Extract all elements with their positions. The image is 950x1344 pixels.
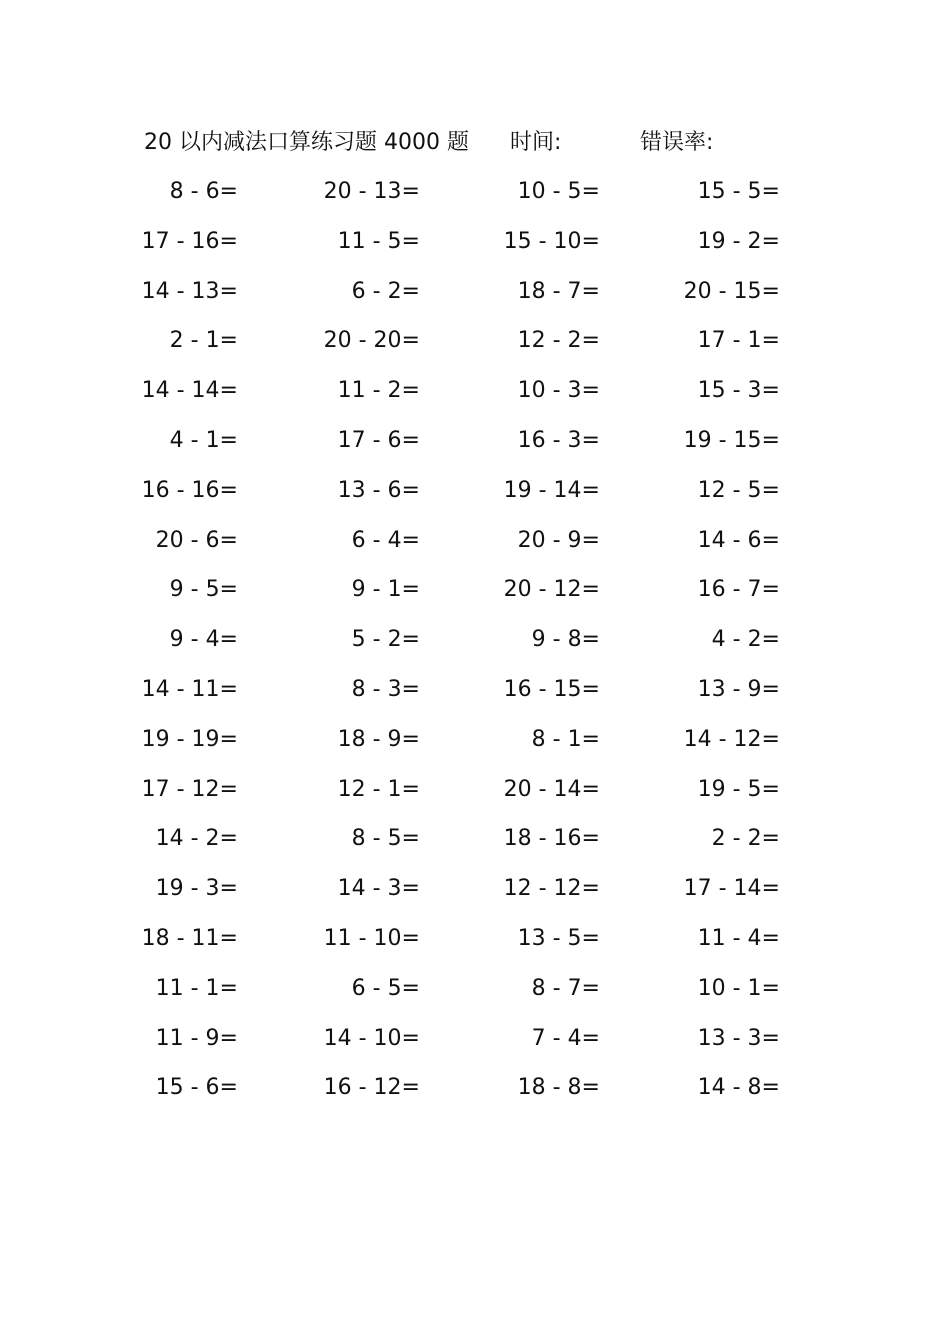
subtraction-problem: 19 - 15=: [683, 427, 780, 453]
problem-row: [100, 371, 820, 421]
subtraction-problem: 19 - 14=: [503, 477, 600, 503]
problem-row: [100, 1019, 820, 1069]
problem-row: [100, 869, 820, 919]
subtraction-problem: 20 - 13=: [323, 179, 420, 204]
problem-row: [100, 919, 820, 969]
subtraction-problem: 15 - 6=: [155, 1075, 238, 1101]
problem-row: [100, 819, 820, 869]
subtraction-problem: 4 - 2=: [711, 627, 780, 653]
time-label: 时间:: [510, 130, 562, 155]
subtraction-problem: 12 - 1=: [337, 776, 420, 802]
subtraction-problem: 20 - 14=: [503, 776, 600, 802]
subtraction-problem: 16 - 7=: [697, 577, 780, 603]
problem-row: [100, 321, 820, 371]
subtraction-problem: 5 - 2=: [351, 627, 420, 653]
problem-row: [100, 720, 820, 770]
subtraction-problem: 17 - 16=: [141, 228, 238, 254]
subtraction-problem: 4 - 1=: [169, 427, 238, 453]
subtraction-problem: 11 - 1=: [155, 975, 238, 1001]
subtraction-problem: 7 - 4=: [531, 1025, 600, 1051]
subtraction-problem: 19 - 5=: [697, 776, 780, 802]
subtraction-problem: 19 - 2=: [697, 228, 780, 254]
subtraction-problem: 9 - 5=: [169, 577, 238, 603]
problem-row: [100, 471, 820, 521]
subtraction-problem: 9 - 8=: [531, 627, 600, 653]
subtraction-problem: 20 - 15=: [683, 278, 780, 304]
subtraction-problem: 17 - 1=: [697, 328, 780, 354]
problem-row: [100, 272, 820, 322]
worksheet-title: 20 以内减法口算练习题 4000 题: [144, 130, 469, 155]
problem-grid: [100, 172, 820, 1118]
subtraction-problem: 18 - 11=: [141, 925, 238, 951]
subtraction-problem: 18 - 8=: [517, 1075, 600, 1101]
subtraction-problem: 15 - 10=: [503, 228, 600, 254]
subtraction-problem: 13 - 3=: [697, 1025, 780, 1051]
worksheet-header: [144, 126, 844, 160]
subtraction-problem: 10 - 5=: [517, 179, 600, 204]
subtraction-problem: 2 - 1=: [169, 328, 238, 354]
subtraction-problem: 11 - 9=: [155, 1025, 238, 1051]
subtraction-problem: 10 - 3=: [517, 378, 600, 404]
problem-row: [100, 620, 820, 670]
subtraction-problem: 14 - 2=: [155, 826, 238, 852]
subtraction-problem: 8 - 1=: [531, 726, 600, 752]
problem-row: [100, 172, 820, 222]
subtraction-problem: 14 - 3=: [337, 876, 420, 902]
subtraction-problem: 6 - 5=: [351, 975, 420, 1001]
subtraction-problem: 14 - 6=: [697, 527, 780, 553]
subtraction-problem: 10 - 1=: [697, 975, 780, 1001]
subtraction-problem: 6 - 2=: [351, 278, 420, 304]
subtraction-problem: 14 - 11=: [141, 676, 238, 702]
problem-row: [100, 1068, 820, 1118]
subtraction-problem: 20 - 9=: [517, 527, 600, 553]
subtraction-problem: 11 - 10=: [323, 925, 420, 951]
problem-row: [100, 421, 820, 471]
subtraction-problem: 11 - 5=: [337, 228, 420, 254]
subtraction-problem: 15 - 5=: [697, 179, 780, 204]
subtraction-problem: 9 - 4=: [169, 627, 238, 653]
subtraction-problem: 14 - 8=: [697, 1075, 780, 1101]
subtraction-problem: 9 - 1=: [351, 577, 420, 603]
subtraction-problem: 20 - 20=: [323, 328, 420, 354]
subtraction-problem: 8 - 6=: [169, 179, 238, 204]
subtraction-problem: 19 - 19=: [141, 726, 238, 752]
subtraction-problem: 16 - 3=: [517, 427, 600, 453]
subtraction-problem: 18 - 7=: [517, 278, 600, 304]
problem-row: [100, 969, 820, 1019]
problem-row: [100, 521, 820, 571]
subtraction-problem: 20 - 6=: [155, 527, 238, 553]
subtraction-problem: 8 - 5=: [351, 826, 420, 852]
subtraction-problem: 13 - 6=: [337, 477, 420, 503]
subtraction-problem: 6 - 4=: [351, 527, 420, 553]
subtraction-problem: 16 - 16=: [141, 477, 238, 503]
subtraction-problem: 12 - 12=: [503, 876, 600, 902]
subtraction-problem: 17 - 6=: [337, 427, 420, 453]
subtraction-problem: 14 - 12=: [683, 726, 780, 752]
problem-row: [100, 770, 820, 820]
problem-row: [100, 670, 820, 720]
problem-row: [100, 570, 820, 620]
subtraction-problem: 18 - 16=: [503, 826, 600, 852]
subtraction-problem: 2 - 2=: [711, 826, 780, 852]
subtraction-problem: 15 - 3=: [697, 378, 780, 404]
subtraction-problem: 18 - 9=: [337, 726, 420, 752]
subtraction-problem: 11 - 2=: [337, 378, 420, 404]
subtraction-problem: 14 - 10=: [323, 1025, 420, 1051]
problem-row: [100, 222, 820, 272]
subtraction-problem: 8 - 3=: [351, 676, 420, 702]
subtraction-problem: 16 - 15=: [503, 676, 600, 702]
subtraction-problem: 17 - 14=: [683, 876, 780, 902]
subtraction-problem: 12 - 5=: [697, 477, 780, 503]
subtraction-problem: 16 - 12=: [323, 1075, 420, 1101]
subtraction-problem: 12 - 2=: [517, 328, 600, 354]
subtraction-problem: 13 - 9=: [697, 676, 780, 702]
subtraction-problem: 20 - 12=: [503, 577, 600, 603]
subtraction-problem: 8 - 7=: [531, 975, 600, 1001]
error-rate-label: 错误率:: [640, 130, 714, 155]
subtraction-problem: 17 - 12=: [141, 776, 238, 802]
subtraction-problem: 11 - 4=: [697, 925, 780, 951]
subtraction-problem: 19 - 3=: [155, 876, 238, 902]
subtraction-problem: 14 - 14=: [141, 378, 238, 404]
subtraction-problem: 13 - 5=: [517, 925, 600, 951]
subtraction-problem: 14 - 13=: [141, 278, 238, 304]
